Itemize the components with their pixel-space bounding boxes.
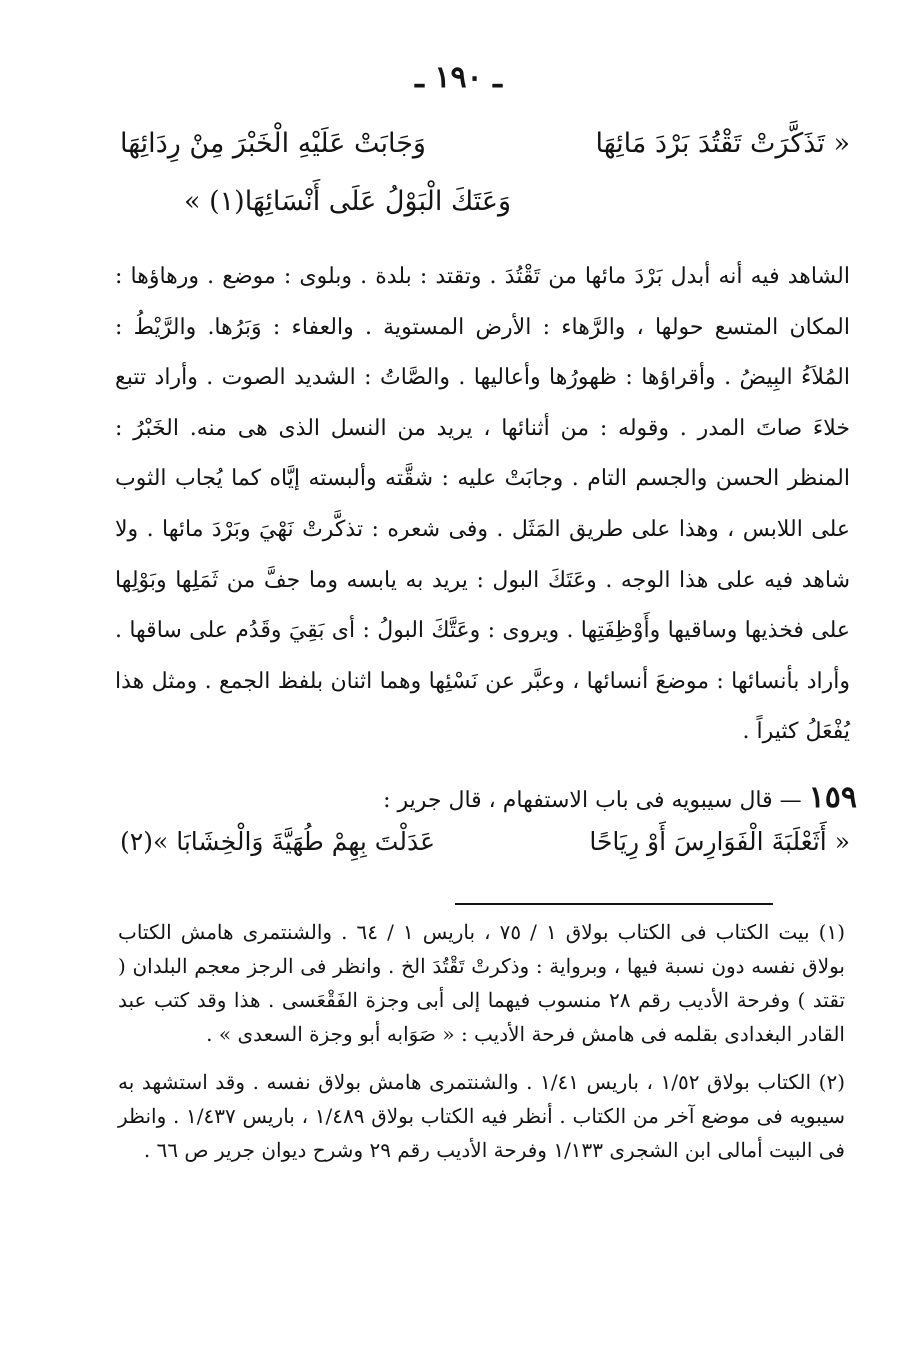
entry-intro: قال سيبويه فى باب الاستفهام ، قال جرير : (383, 788, 773, 813)
verse-line-2: وَجَابَتْ عَلَيْهِ الْخَبْرَ مِنْ رِدَائِهَا (120, 128, 426, 159)
entry-heading (383, 780, 857, 815)
verse-block-rajaz (120, 128, 850, 232)
footnote-1: (١) بيت الكتاب فى الكتاب بولاق ١ / ٧٥ ، باريس ١ / ٦٤ . والشنتمرى هامش الكتاب بولاق نفسه دون نسبة فيها ، وبرواية : وذكرتْ تَقْتُدَ الخ . وانظر فى الرجز معجم البلدان ( تقتد ) وفرحة الأديب رقم ٢٨ منسوب فيهما إلى أبى وجزة الفَقْعَسى . هذا وقد كتب عبد القادر البغدادى بقلمه فى هامش فرحة الأديب : « صَوَابه أبو وجزة السعدى » . (118, 920, 846, 1046)
verse-line-1: « تَذَكَّرَتْ تَقْتُدَ بَرْدَ مَائِهَا (595, 128, 850, 159)
verse-line-3: وَعَتَكَ الْبَوْلُ عَلَى أَنْسَائِهَا(١) » (184, 186, 511, 217)
commentary-paragraph: الشاهد فيه أنه أبدل بَرْدَ مائها من تَقْتُدَ . وتقتد : بلدة . وبلوى : موضع . ورهاؤها : المكان المتسع حولها ، والرَّهاء : الأرض المستوية . والعفاء : وَبَرُها. والرَّيْطُ : المُلاَءُ البِيضُ . وأقراؤها : ظهورُها وأعاليها . والصَّاتُ : الشديد الصوت . وأراد تتبع خلاءَ صاتَ المدر . وقوله : من أثنائها ، يريد من النسل الذى هى منه. الخَبْرُ : المنظر الحسن والجسم التام . وجابَتْ عليه : شقَّته وألبسته إيَّاه كما يُجاب الثوب على اللابس ، وهذا على طريق المَثَل . وفى شعره : تذكَّرتْ نَهْيَ وبَرْدَ مائها . ولا شاهد فيه على هذا الوجه . وعَتَكَ البول : يريد به يابسه وما جفَّ من ثَمَلِها وبَوْلِها على فخذيها وساقيها وأَوْظِفَتِها . ويروى : وعَتَّكَ البولُ : أى بَقِيَ وقَدُم على ساقها . وأراد بأنسائها : موضعَ أنسائها ، وعبَّر عن نَسْئِها وهما اثنان بلفظ الجمع . ومثل هذا يُفْعَلُ كثيراً . (115, 264, 850, 745)
commentary-text (115, 252, 850, 758)
footnotes (118, 915, 845, 1167)
entry-number: ١٥٩ (808, 780, 857, 815)
verse-block-jarir (120, 827, 850, 877)
footnote-divider (455, 903, 773, 905)
entry-dash: — (779, 788, 802, 813)
page-number: ـ ١٩٠ ـ (415, 60, 502, 95)
verse-hemistich-2: عَدَلْتَ بِهِمْ طُهَيَّةَ وَالْخِشَابَا »(٢) (120, 827, 435, 856)
footnote-2: (٢) الكتاب بولاق ١/٥٢ ، باريس ١/٤١ . والشنتمرى هامش بولاق نفسه . وقد استشهد به سيبويه فى موضع آخر من الكتاب . أنظر فيه الكتاب بولاق ١/٤٨٩ ، باريس ١/٤٣٧ . وانظر فى البيت أمالى ابن الشجرى ١/١٣٣ وفرحة الأديب رقم ٢٩ وشرح ديوان جرير ص ٦٦ . (118, 1070, 845, 1162)
verse-hemistich-1: « أَثَعْلَبَةَ الْفَوَارِسَ أَوْ رِيَاحًا (589, 827, 850, 856)
